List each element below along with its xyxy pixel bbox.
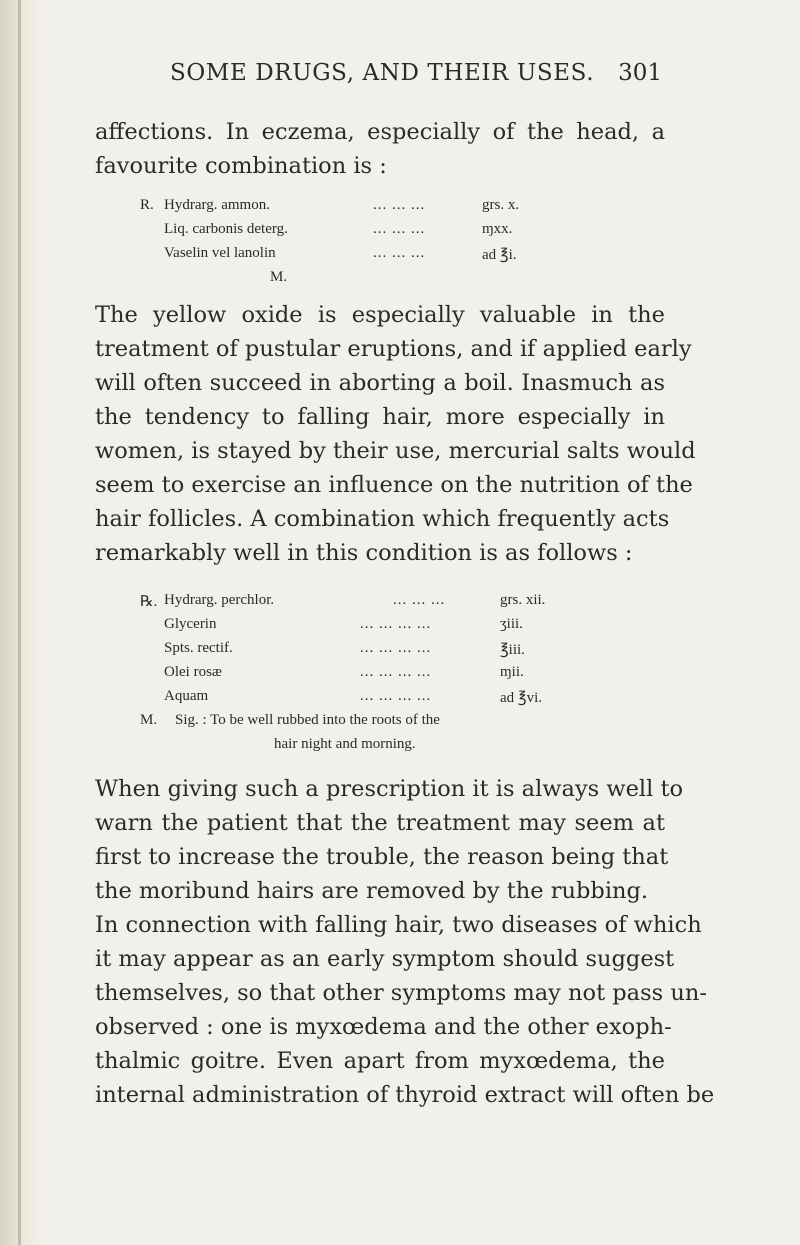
leader-dots: ... ... ... ... — [360, 688, 432, 704]
ingredient-quantity: ad ℥vi. — [500, 690, 542, 706]
text-line: themselves, so that other symptoms may not pass un- — [95, 980, 707, 1006]
page-number: 301 — [618, 60, 662, 86]
ingredient-name: Vaselin vel lanolin — [164, 245, 276, 261]
prescription-signa-continued — [140, 736, 660, 756]
paragraph-intro — [95, 115, 665, 183]
text-line: internal administration of thyroid extract will often be — [95, 1082, 715, 1108]
ingredient-name: Glycerin — [164, 616, 217, 632]
leader-dots: ... ... ... — [373, 221, 426, 237]
leader-dots: ... ... ... ... — [360, 616, 432, 632]
ingredient-quantity: grs. x. — [482, 197, 520, 213]
ingredient-name: Aquam — [164, 688, 209, 704]
leader-dots: ... ... ... ... — [360, 664, 432, 680]
running-head-title: SOME DRUGS, AND THEIR USES. — [170, 60, 595, 86]
prescription-row — [140, 197, 660, 217]
ingredient-quantity: grs. xii. — [500, 592, 546, 608]
leader-dots: ... ... ... — [373, 197, 426, 213]
prescription-row — [140, 664, 660, 684]
prescription-row — [140, 221, 660, 241]
binding-shadow — [18, 0, 21, 1245]
leader-dots: ... ... ... — [373, 245, 426, 261]
ingredient-name: Hydrarg. ammon. — [164, 197, 270, 213]
text-line: remarkably well in this condition is as follows : — [95, 540, 633, 566]
prescription-row — [140, 616, 660, 636]
ingredient-quantity: ℥iii. — [500, 642, 525, 658]
text-line: women, is stayed by their use, mercurial salts would — [95, 438, 696, 464]
ingredient-name: Spts. rectif. — [164, 640, 233, 656]
text-line: first to increase the trouble, the reason being that — [95, 844, 669, 870]
ingredient-name: Olei rosæ — [164, 664, 222, 680]
text-line: In connection with falling hair, two diseases of which — [95, 912, 702, 938]
text-line: seem to exercise an influence on the nutrition of the — [95, 472, 693, 498]
ingredient-quantity: ɱxx. — [482, 221, 513, 237]
text-line: the tendency to falling hair, more especially in — [95, 404, 665, 430]
text-line: The yellow oxide is especially valuable in the — [95, 302, 665, 328]
ingredient-quantity: ad ℥i. — [482, 247, 517, 263]
binding-edge — [0, 0, 42, 1245]
text-line: treatment of pustular eruptions, and if applied early — [95, 336, 692, 362]
prescription-row — [140, 592, 660, 612]
text-line: When giving such a prescription it is always well to — [95, 776, 684, 802]
paragraph-myxoedema — [95, 908, 715, 1112]
signa-text: hair night and morning. — [274, 736, 416, 752]
prescription-signa — [140, 712, 660, 732]
text-line: affections. In eczema, especially of the head, a — [95, 119, 665, 145]
misce-label: M. — [140, 712, 158, 728]
signa-text: Sig. : To be well rubbed into the roots of the — [175, 712, 440, 728]
paragraph-warning — [95, 772, 684, 908]
prescription-row — [140, 245, 660, 265]
text-line: the moribund hairs are removed by the rubbing. — [95, 878, 649, 904]
running-head — [170, 60, 662, 94]
text-line: hair follicles. A combination which frequently acts — [95, 506, 670, 532]
paragraph-yellow-oxide — [95, 298, 696, 570]
leader-dots: ... ... ... — [393, 592, 446, 608]
prescription-misce — [140, 269, 660, 289]
recipe-symbol: ℞. — [140, 594, 158, 610]
text-line: observed : one is myxœdema and the other exoph- — [95, 1014, 672, 1040]
leader-dots: ... ... ... ... — [360, 640, 432, 656]
prescription-row — [140, 688, 660, 708]
recipe-symbol: R. — [140, 197, 154, 213]
ingredient-name: Liq. carbonis deterg. — [164, 221, 288, 237]
text-line: favourite combination is : — [95, 153, 387, 179]
text-line: will often succeed in aborting a boil. Inasmuch as — [95, 370, 665, 396]
text-line: warn the patient that the treatment may seem at — [95, 810, 665, 836]
ingredient-quantity: ʒiii. — [500, 616, 523, 632]
ingredient-quantity: ɱii. — [500, 664, 524, 680]
prescription-row — [140, 640, 660, 660]
text-line: thalmic goitre. Even apart from myxœdema, the — [95, 1048, 665, 1074]
text-line: it may appear as an early symptom should suggest — [95, 946, 675, 972]
ingredient-name: Hydrarg. perchlor. — [164, 592, 275, 608]
misce-label: M. — [270, 269, 288, 285]
